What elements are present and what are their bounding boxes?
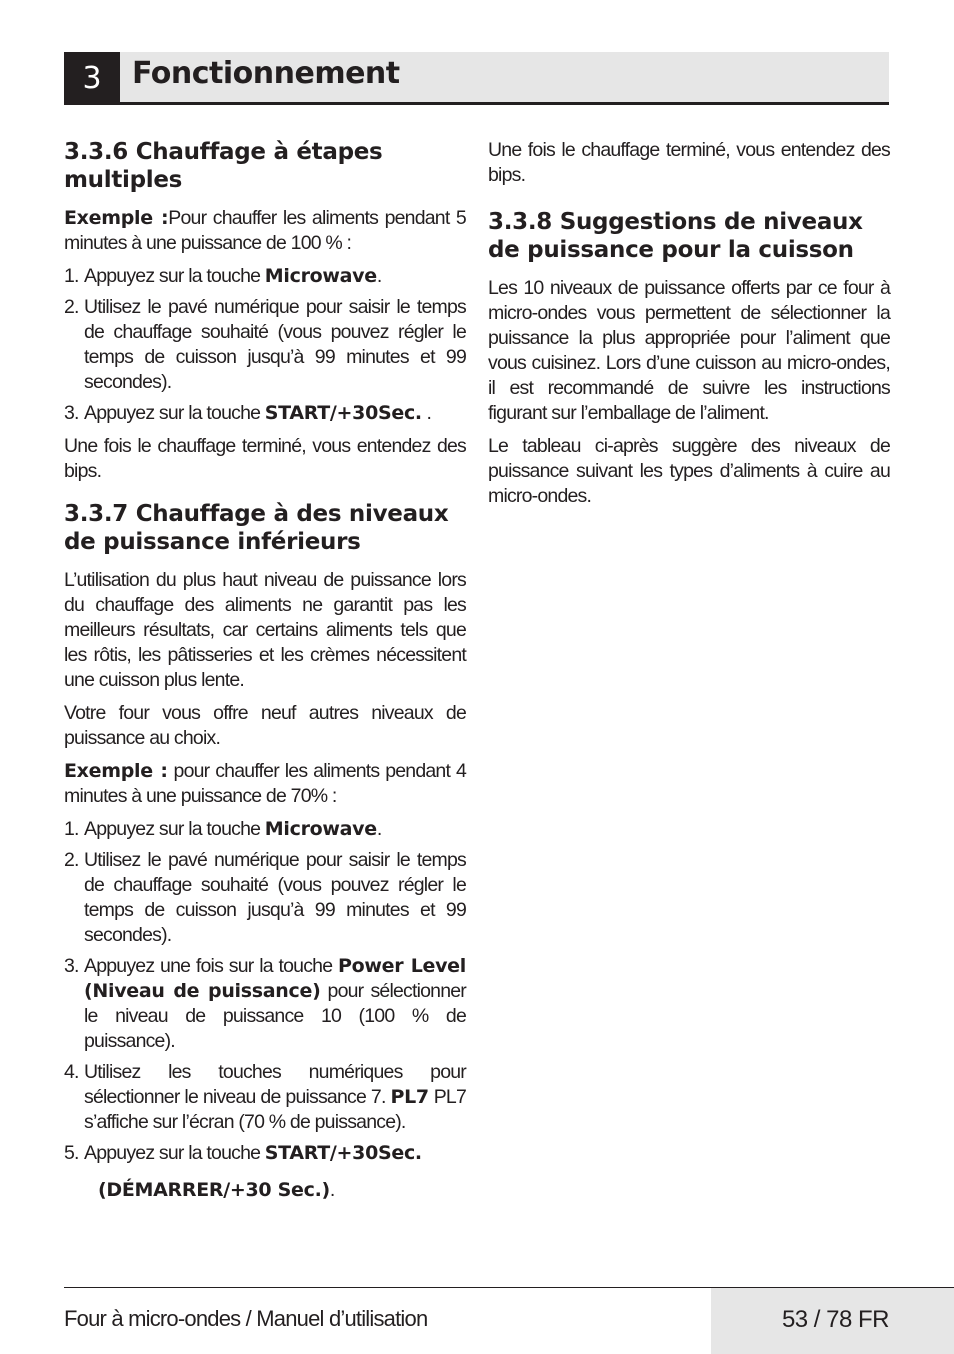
chapter-header (64, 52, 889, 105)
section-title: 3.3.7 Chauffage à des niveaux de puissance inférieurs (64, 501, 449, 555)
right-column (488, 138, 890, 525)
step-number: 3. (64, 955, 79, 977)
example-paragraph (64, 759, 466, 809)
key-label: Microwave (264, 818, 377, 840)
example-label: Exemple : (64, 760, 168, 782)
step-text: Appuyez une fois sur la touche (84, 955, 338, 977)
step-text: Utilisez le pavé numérique pour saisir le temps de chauffage souhaité (vous pouvez régler le temps de cuisson jusqu’à 99 minutes et 99 secondes). (84, 849, 466, 946)
step-number: 2. (64, 296, 79, 318)
page-number: 53 / 78 FR (781, 1306, 889, 1333)
key-label-secondary: (DÉMARRER/+30 Sec.) (98, 1179, 330, 1201)
closing-paragraph: Une fois le chauffage terminé, vous entendez des bips. (488, 139, 890, 186)
step (64, 817, 466, 842)
section-title: 3.3.8 Suggestions de niveaux de puissance pour la cuisson (488, 209, 863, 263)
left-column (64, 138, 466, 1219)
step-text: Utilisez les touches numériques pour sélectionner le niveau de puissance 7. (84, 1061, 466, 1108)
steps-list (64, 264, 466, 426)
example-text: Pour chauffer les aliments pendant 5 minutes à une puissance de 100 % : (64, 207, 466, 254)
step (64, 401, 466, 426)
steps-list (64, 817, 466, 1203)
step-number: 5. (64, 1142, 79, 1164)
key-label: START/+30Sec. (264, 1142, 422, 1164)
example-text: pour chauffer les aliments pendant 4 minutes à une puissance de 70% : (64, 760, 466, 807)
section-3-3-7 (64, 500, 466, 1203)
step-text: Appuyez sur la touche (84, 818, 265, 840)
key-label: Microwave (264, 265, 377, 287)
step-text-after: . (376, 818, 382, 840)
step-number: 3. (64, 402, 79, 424)
paragraph: Votre four vous offre neuf autres niveaux de puissance au choix. (64, 702, 466, 749)
key-label: Power Level (Niveau de puissance) (84, 955, 466, 1002)
example-label: Exemple : (64, 207, 169, 229)
paragraph: L’utilisation du plus haut niveau de puissance lors du chauffage des aliments ne garantit pas les meilleurs résultats, car certains aliments tels que les rôtis, les pâtisseries et les crèmes nécessitent une cuisson plus lente. (64, 569, 466, 691)
step (64, 264, 466, 289)
section-3-3-6 (64, 138, 466, 484)
step-text: Appuyez sur la touche (84, 402, 265, 424)
step (64, 1060, 466, 1135)
step-number: 1. (64, 818, 79, 840)
section-title: 3.3.6 Chauffage à étapes multiples (64, 139, 383, 193)
paragraph: Le tableau ci-après suggère des niveaux de puissance suivant les types d’aliments à cuire au micro-ondes. (488, 435, 890, 507)
closing-paragraph: Une fois le chauffage terminé, vous entendez des bips. (64, 435, 466, 482)
step-text-after: PL7 s’affiche sur l’écran (70 % de puissance). (84, 1086, 466, 1133)
step (64, 1141, 466, 1203)
step (64, 954, 466, 1054)
footer-manual-title: Four à micro-ondes / Manuel d’utilisation (64, 1306, 428, 1331)
key-label: PL7 (390, 1086, 429, 1108)
step (64, 848, 466, 948)
key-label: START/+30Sec. (264, 402, 422, 424)
step-number: 1. (64, 265, 79, 287)
example-paragraph (64, 206, 466, 256)
step-text: Appuyez sur la touche (84, 1142, 265, 1164)
step-text-after: . (329, 1179, 335, 1201)
section-3-3-8 (488, 208, 890, 509)
footer-page-box (711, 1288, 954, 1354)
step (64, 295, 466, 395)
step-text-after: . (421, 402, 432, 424)
step-number: 4. (64, 1061, 79, 1083)
step-text-after: . (376, 265, 382, 287)
step-text: Appuyez sur la touche (84, 265, 265, 287)
step-text: Utilisez le pavé numérique pour saisir le temps de chauffage souhaité (vous pouvez régler le temps de cuisson jusqu’à 99 minutes et 99 secondes). (84, 296, 466, 393)
step-text-after: pour sélectionner le niveau de puissance 10 (100 % de puissance). (84, 980, 466, 1052)
chapter-title: Fonctionnement (132, 56, 400, 91)
paragraph: Les 10 niveaux de puissance offerts par ce four à micro-ondes vous permettent de sélectionner la puissance la plus appropriée pour l’aliment que vous cuisinez. Lors d’une cuisson au micro-ondes, il est recommandé de suivre les instructions figurant sur l’emballage de l’aliment. (488, 277, 890, 424)
step-continuation (84, 1178, 466, 1203)
chapter-number: 3 (64, 52, 120, 105)
step-number: 2. (64, 849, 79, 871)
